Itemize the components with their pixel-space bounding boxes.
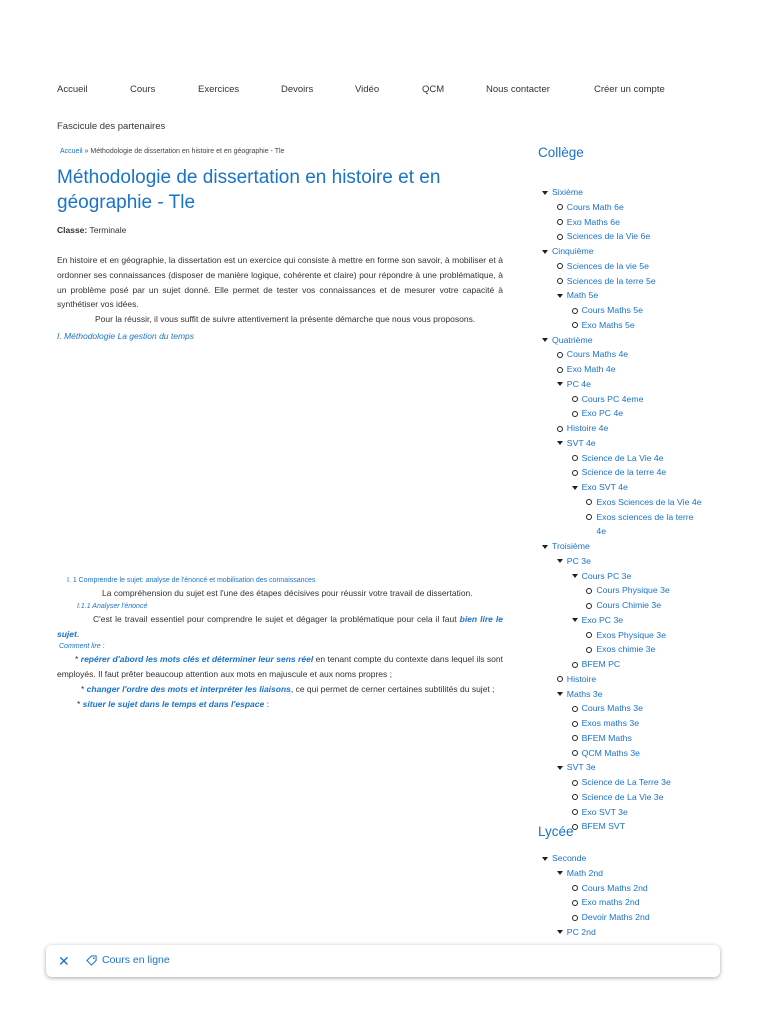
sidebar-tree-label[interactable]: Cours Math 6e — [566, 201, 624, 212]
sidebar-tree-label[interactable]: Exos sciences de la terre — [596, 511, 694, 522]
bullet-icon — [572, 794, 578, 800]
section-heading-1: I. Méthodologie La gestion du temps — [57, 330, 195, 341]
bullet-icon — [557, 278, 563, 284]
list-item-1-bold: repérer d'abord les mots clés et déterminer leur sens réel — [80, 654, 314, 665]
page-title: Méthodologie de dissertation en histoire et en géographie - Tle — [57, 167, 441, 213]
expand-triangle-icon[interactable] — [557, 382, 563, 386]
sidebar-tree-label[interactable]: Cours PC 4eme — [581, 393, 644, 404]
p111-end: . — [76, 628, 80, 639]
sidebar-tree-label[interactable]: 4e — [596, 526, 607, 537]
sidebar-tree-label[interactable]: Exo SVT 4e — [581, 482, 628, 492]
nav-item-devoirs[interactable]: Devoirs — [281, 84, 314, 95]
sidebar-tree-item[interactable] — [557, 438, 596, 448]
sidebar-tree-item[interactable] — [572, 733, 632, 743]
sidebar-tree-label[interactable]: Math 5e — [566, 290, 599, 301]
sidebar-tree-item[interactable] — [572, 883, 648, 893]
sidebar-tree-label[interactable]: Seconde — [552, 853, 587, 863]
expand-triangle-icon[interactable] — [557, 294, 563, 298]
sidebar-tree-item[interactable] — [572, 408, 624, 418]
bullet-icon — [572, 662, 578, 668]
sidebar-tree-label[interactable]: Exos Physique 3e — [596, 629, 666, 640]
sidebar-tree-item[interactable] — [557, 868, 603, 878]
sidebar-tree-label[interactable]: Cours Physique 3e — [596, 585, 670, 596]
sidebar-tree-item[interactable] — [572, 748, 640, 758]
bullet-icon — [586, 499, 592, 505]
breadcrumb-current: Méthodologie de dissertation en histoire et en géographie - Tle — [90, 148, 285, 155]
sidebar-tree-item[interactable] — [557, 423, 609, 433]
nav-item-vid-o[interactable]: Vidéo — [355, 84, 380, 95]
bottom-bar — [46, 945, 720, 977]
sidebar — [538, 145, 758, 939]
bullet-icon — [572, 915, 578, 921]
bullet-icon — [572, 308, 578, 314]
bullet-icon — [557, 352, 563, 358]
expand-triangle-icon[interactable] — [542, 857, 548, 861]
bullet-icon — [572, 721, 578, 727]
sidebar-tree-item[interactable] — [557, 349, 628, 359]
sidebar-tree-label[interactable]: BFEM PC — [581, 659, 621, 669]
bullet-icon — [572, 780, 578, 786]
bullet-icon — [572, 735, 578, 741]
sidebar-tree-label[interactable]: Sixième — [552, 187, 583, 197]
bullet-icon — [557, 204, 563, 210]
sidebar-tree-item[interactable] — [557, 290, 598, 300]
sidebar-tree-label[interactable]: Sciences de la terre 5e — [566, 275, 656, 286]
intro-paragraph: En histoire et en géographie, la dissertation est un exercice qui consiste à mettre en forme son savoir, à mobiliser et à ordonner ses connaissances (disposer de manière logique, cohérente et claire) pour répondre à une problématique, à un problème posé par un sujet donné. Elle permet de tester vos connaissances et de mesurer votre capacité à synthétiser vos idées. — [57, 255, 503, 310]
sidebar-tree-item[interactable] — [542, 541, 590, 551]
ad-space — [57, 341, 503, 577]
sidebar-tree-label[interactable]: PC 2nd — [566, 926, 596, 937]
sidebar-tree-item[interactable] — [572, 897, 640, 907]
nav-item-cours[interactable]: Cours — [130, 84, 156, 95]
comment-lire-label: Comment lire : — [59, 643, 105, 651]
sidebar-tree-item[interactable] — [542, 246, 594, 256]
sidebar-tree-label[interactable]: SVT 4e — [566, 437, 596, 448]
sidebar-tree-item[interactable] — [586, 630, 666, 640]
sidebar-tree-label[interactable]: Science de La Terre 3e — [581, 777, 671, 787]
bullet-icon — [572, 885, 578, 891]
sidebar-tree-label[interactable]: BFEM Maths — [581, 732, 632, 743]
expand-triangle-icon[interactable] — [542, 250, 548, 254]
list-item-3: * situer le sujet dans le temps et dans l'espace : — [77, 698, 269, 709]
sidebar-tree-label[interactable]: Cours Maths 5e — [581, 305, 643, 315]
nav-item-exercices[interactable]: Exercices — [198, 84, 240, 95]
bullet-icon — [572, 396, 578, 402]
sidebar-tree-label[interactable]: Exo Maths 5e — [581, 319, 635, 330]
sidebar-title-college: Collège — [538, 145, 584, 160]
bullet-icon — [572, 322, 578, 328]
bullet-icon — [557, 676, 563, 682]
sidebar-tree-item[interactable] — [586, 512, 693, 522]
sidebar-tree-label[interactable]: Maths 3e — [566, 688, 603, 699]
nav-item-cr-er-un-compte[interactable]: Créer un compte — [594, 84, 665, 95]
sidebar-tree-item[interactable] — [557, 927, 596, 937]
article — [57, 148, 503, 712]
sidebar-tree-label[interactable]: Cinquième — [552, 246, 594, 256]
section-heading-1-1: I. 1 Comprendre le sujet: analyse de l'énoncé et mobilisation des connaissances — [67, 576, 316, 584]
bullet-icon — [557, 234, 563, 240]
sidebar-tree-item[interactable] — [572, 467, 667, 477]
expand-triangle-icon[interactable] — [557, 930, 563, 934]
expand-triangle-icon[interactable] — [557, 441, 563, 445]
sidebar-tree-label[interactable]: Exos Sciences de la Vie 4e — [596, 496, 702, 507]
sidebar-tree-item[interactable] — [586, 644, 655, 654]
nav-item-nous-contacter[interactable]: Nous contacter — [486, 84, 550, 95]
intro-paragraph-2: Pour la réussir, il vous suffit de suivre attentivement la présente démarche que nous vous proposons. — [95, 314, 476, 325]
sidebar-tree-label[interactable]: Exo Maths 6e — [566, 216, 620, 227]
sidebar-tree-item[interactable] — [557, 674, 596, 684]
sidebar-tree-label[interactable]: Exo PC 4e — [581, 408, 624, 419]
lycee-tree — [538, 839, 758, 939]
sidebar-tree-label[interactable]: Science de la terre 4e — [581, 467, 667, 478]
bullet-icon — [557, 263, 563, 269]
sidebar-tree-label[interactable]: Sciences de la Vie 6e — [566, 231, 651, 242]
sidebar-tree-item[interactable] — [557, 217, 620, 227]
bullet-icon — [586, 514, 592, 520]
sidebar-tree-label[interactable]: SVT 3e — [566, 762, 596, 773]
sidebar-tree-item[interactable] — [572, 305, 643, 315]
sidebar-tree-item[interactable] — [572, 718, 639, 728]
list-item-3-bold: situer le sujet dans le temps et dans l'espace — [82, 698, 265, 709]
bullet-icon — [572, 470, 578, 476]
expand-triangle-icon[interactable] — [542, 191, 548, 195]
sidebar-tree-label[interactable]: Exos chimie 3e — [596, 644, 656, 655]
sidebar-tree-item[interactable] — [572, 571, 632, 581]
sidebar-tree-label[interactable]: BFEM SVT — [581, 821, 626, 832]
bullet-icon — [557, 367, 563, 373]
bullet-icon — [586, 632, 592, 638]
sidebar-tree-item[interactable] — [557, 689, 603, 699]
bullet-icon — [586, 603, 592, 609]
expand-triangle-icon[interactable] — [542, 338, 548, 342]
sidebar-tree-item[interactable] — [557, 261, 649, 271]
sidebar-tree-item[interactable] — [542, 187, 583, 197]
sidebar-tree-item[interactable] — [572, 453, 664, 463]
breadcrumb-home-link[interactable]: Accueil — [60, 148, 83, 155]
bullet-icon — [586, 647, 592, 653]
bullet-icon — [557, 219, 563, 225]
expand-triangle-icon[interactable] — [542, 545, 548, 549]
sidebar-tree-label[interactable]: Exo Math 4e — [566, 364, 616, 374]
sidebar-tree-item[interactable] — [557, 556, 591, 566]
sidebar-tree-label[interactable]: Devoir Maths 2nd — [581, 912, 650, 922]
nav-item-accueil[interactable]: Accueil — [57, 84, 88, 95]
sidebar-tree-item[interactable] — [542, 335, 593, 345]
sidebar-tree-label[interactable]: Troisième — [552, 541, 590, 551]
expand-triangle-icon[interactable] — [572, 618, 578, 622]
breadcrumb-separator: » — [82, 148, 91, 155]
bullet-icon — [572, 750, 578, 756]
sidebar-tree-label[interactable]: Sciences de la vie 5e — [566, 260, 649, 271]
sidebar-tree-item[interactable] — [572, 703, 643, 713]
sidebar-tree-item[interactable] — [557, 231, 650, 241]
classe-value: Terminale — [89, 225, 127, 235]
expand-triangle-icon[interactable] — [557, 559, 563, 563]
list-item-2-text: , ce qui permet de cerner certaines subtilités du sujet ; — [290, 683, 495, 694]
section-heading-1-1-1: I.1.1 Analyser l'énoncé — [77, 602, 148, 610]
paragraph-1-1: La compréhension du sujet est l'une des étapes décisives pour réussir votre travail de dissertation. — [102, 587, 473, 598]
cours-en-ligne-link[interactable]: Cours en ligne — [102, 954, 170, 966]
sidebar-tree-label[interactable]: Exo PC 3e — [581, 614, 624, 625]
expand-triangle-icon[interactable] — [557, 871, 563, 875]
sidebar-tree-item[interactable] — [572, 777, 671, 787]
p111-emphasis: bien lire le sujet — [57, 613, 503, 639]
sidebar-tree-label[interactable]: Cours Chimie 3e — [596, 600, 662, 610]
sidebar-title-lycee: Lycée — [538, 824, 574, 839]
bullet-icon — [572, 455, 578, 461]
sidebar-tree-item[interactable] — [557, 276, 656, 286]
sidebar-tree-item[interactable] — [572, 807, 628, 817]
breadcrumb — [60, 148, 503, 155]
sidebar-tree-item[interactable] — [572, 320, 635, 330]
sidebar-tree-item[interactable] — [557, 364, 616, 374]
sidebar-tree-label[interactable]: Cours Maths 3e — [581, 703, 643, 714]
sidebar-tree-item[interactable] — [557, 379, 591, 389]
sidebar-tree-item[interactable] — [572, 659, 621, 669]
expand-triangle-icon[interactable] — [572, 486, 578, 490]
bullet-icon — [572, 824, 578, 830]
sidebar-tree-label[interactable]: Cours PC 3e — [581, 570, 632, 581]
bullet-icon — [572, 706, 578, 712]
sidebar-tree-item[interactable] — [586, 585, 669, 595]
nav-item-qcm[interactable]: QCM — [422, 84, 445, 95]
list-item-1: * repérer d'abord les mots clés et déterminer leur sens réel en tenant compte du contexte dans lequel ils sont employés. Il faut prêter beaucoup attention aux mots en majuscule et aux noms propres ; — [57, 654, 503, 680]
sidebar-tree-item[interactable] — [557, 762, 596, 772]
sidebar-tree-label[interactable]: Cours Maths 2nd — [581, 882, 648, 893]
sidebar-tree-label[interactable]: Math 2nd — [566, 867, 604, 878]
bullet-icon — [557, 426, 563, 432]
list-item-3-text: : — [264, 698, 269, 709]
sidebar-tree-item[interactable] — [586, 497, 701, 507]
sidebar-tree-item[interactable] — [572, 821, 625, 831]
close-icon[interactable]: ✕ — [58, 953, 70, 969]
sidebar-tree-label[interactable]: Histoire 4e — [566, 423, 609, 433]
bullet-icon — [586, 588, 592, 594]
expand-triangle-icon[interactable] — [557, 766, 563, 770]
sidebar-tree-item[interactable] — [586, 600, 661, 610]
sidebar-tree-label[interactable]: Exo maths 2nd — [581, 897, 640, 908]
sidebar-tree-label[interactable]: Cours Maths 4e — [566, 349, 629, 360]
sidebar-tree-item[interactable] — [572, 394, 644, 404]
list-item-2: * changer l'ordre des mots et interpréter les liaisons, ce qui permet de cerner certaines subtilités du sujet ; — [81, 683, 495, 694]
sidebar-tree-label[interactable]: Exos maths 3e — [581, 718, 640, 728]
bullet-icon — [572, 900, 578, 906]
sidebar-tree-label[interactable]: PC 4e — [566, 378, 591, 389]
sidebar-tree-label[interactable]: QCM Maths 3e — [581, 747, 641, 758]
sidebar-tree-label[interactable]: Histoire — [566, 673, 597, 684]
sidebar-tree-item[interactable] — [557, 202, 624, 212]
list-item-1-text: en tenant compte du contexte dans lequel ils sont employés. Il faut prêter beaucoup attention aux mots en majuscule et aux noms propres ; — [57, 654, 503, 680]
nav-partners-link[interactable]: Fascicule des partenaires — [57, 121, 166, 132]
classe-label: Classe: — [57, 225, 88, 235]
p111-text: C'est le travail essentiel pour comprendre le sujet et dégager la problématique pour cela il faut — [93, 613, 460, 624]
sidebar-tree-item[interactable] — [572, 615, 624, 625]
bullet-icon — [572, 411, 578, 417]
sidebar-tree-item[interactable] — [572, 792, 664, 802]
sidebar-tree-item[interactable] — [542, 853, 586, 863]
tag-icon — [86, 955, 97, 966]
expand-triangle-icon[interactable] — [557, 692, 563, 696]
sidebar-tree-item[interactable] — [572, 482, 628, 492]
paragraph-1-1-1 — [57, 612, 503, 642]
list-item-2-bold: changer l'ordre des mots et interpréter les liaisons — [86, 683, 291, 694]
sidebar-tree-label[interactable]: Exo SVT 3e — [581, 806, 628, 817]
sidebar-tree-item[interactable] — [596, 526, 606, 536]
expand-triangle-icon[interactable] — [572, 574, 578, 578]
sidebar-tree-label[interactable]: Science de La Vie 3e — [581, 791, 664, 802]
sidebar-tree-item[interactable] — [572, 912, 650, 922]
bullet-icon — [572, 809, 578, 815]
classe-line — [57, 225, 503, 235]
sidebar-tree-label[interactable]: Science de La Vie 4e — [581, 452, 664, 463]
sidebar-tree-label[interactable]: PC 3e — [566, 555, 591, 566]
sidebar-tree-label[interactable]: Quatrième — [552, 334, 593, 345]
